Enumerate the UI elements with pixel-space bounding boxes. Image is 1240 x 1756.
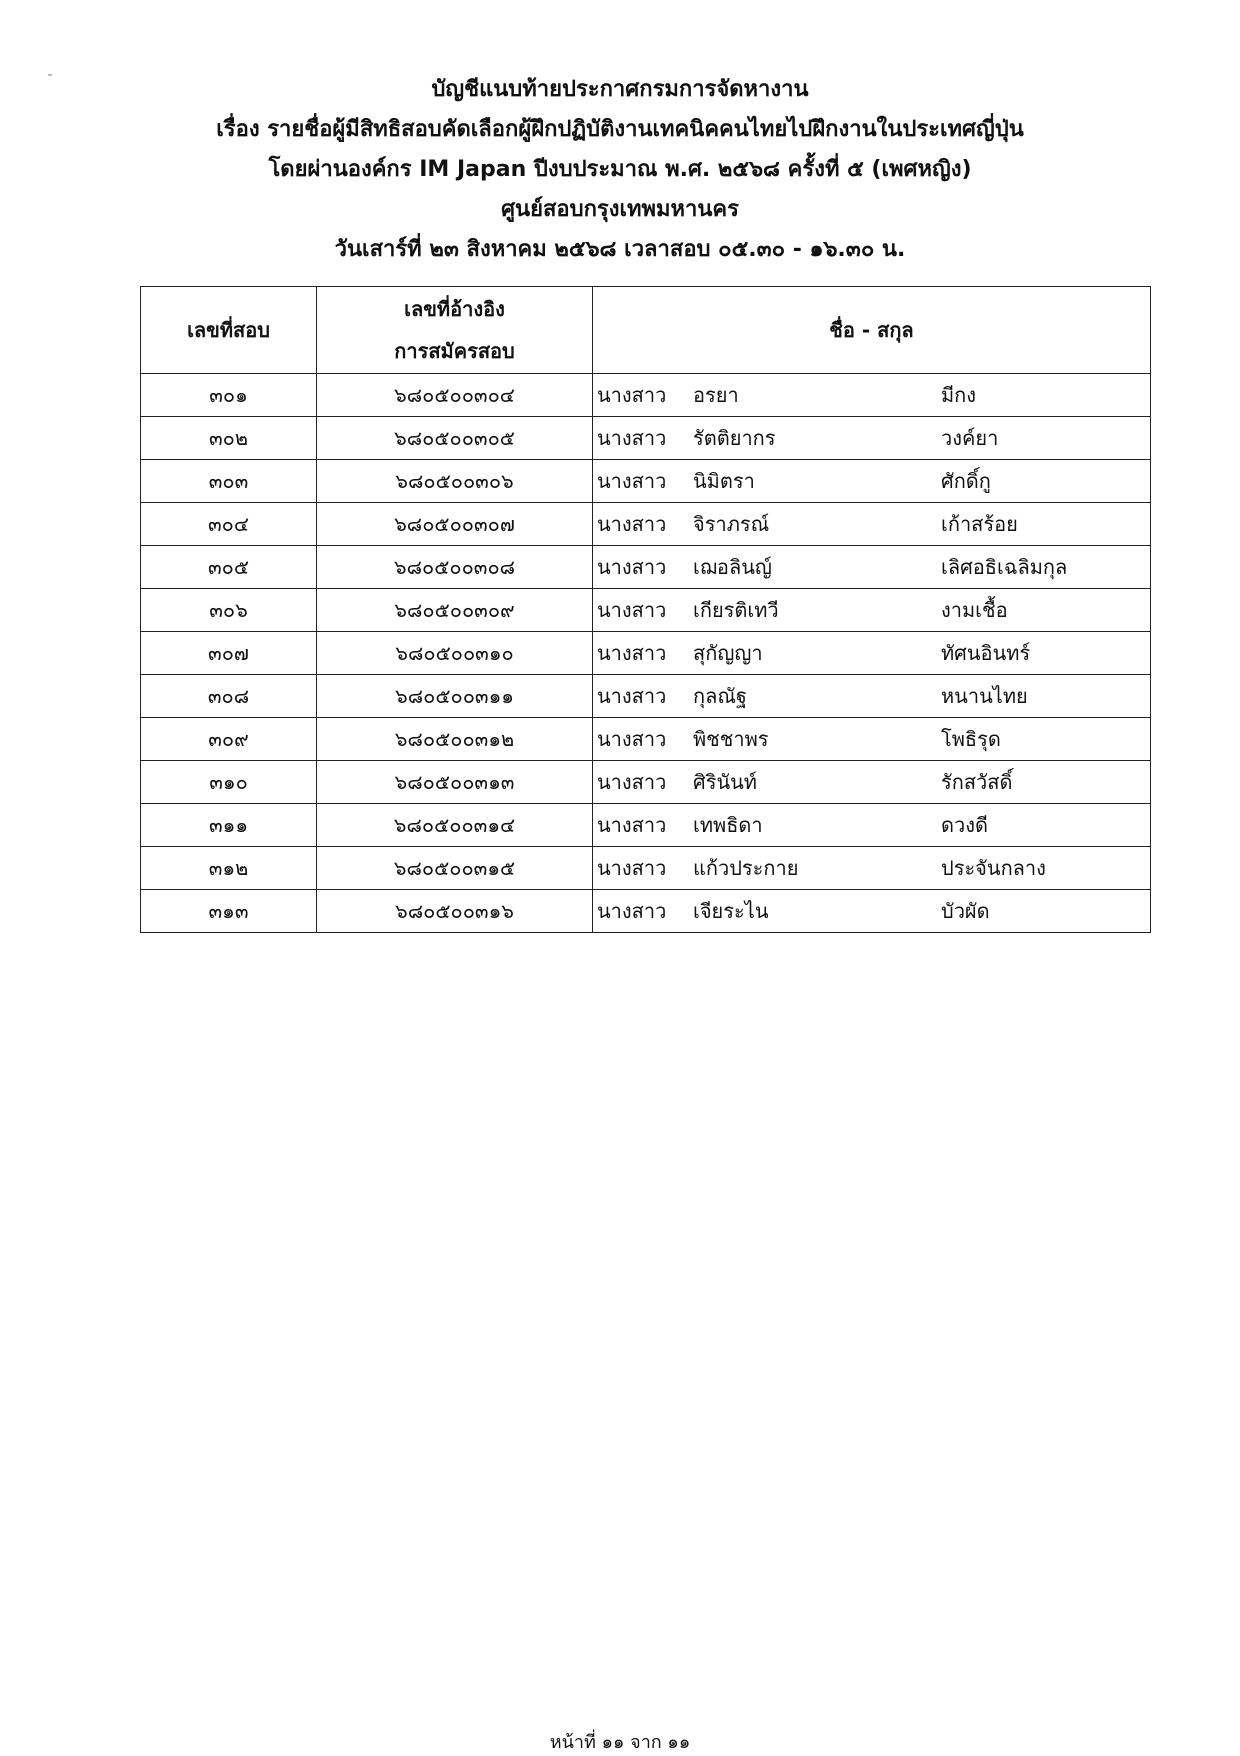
last-name: วงค์ยา (941, 426, 999, 450)
exam-number-cell: ๓๑๓ (141, 890, 317, 933)
name-wrapper (593, 761, 1150, 803)
name-title: นางสาว (597, 383, 667, 407)
table-body (141, 374, 1151, 933)
table-row (141, 718, 1151, 761)
name-title: นางสาว (597, 899, 667, 923)
name-title: นางสาว (597, 856, 667, 880)
name-wrapper (593, 374, 1150, 416)
last-name: เก้าสร้อย (941, 512, 1018, 536)
table-row (141, 804, 1151, 847)
candidate-table (140, 286, 1151, 933)
exam-number-cell: ๓๑๑ (141, 804, 317, 847)
header-full-name: ชื่อ - สกุล (593, 287, 1151, 374)
first-name: กุลณัฐ (693, 684, 747, 708)
header-reference-number (317, 287, 593, 374)
last-name: ประจันกลาง (941, 856, 1046, 880)
table-row (141, 847, 1151, 890)
name-wrapper (593, 847, 1150, 889)
header-exam-number: เลขที่สอบ (141, 287, 317, 374)
header-subject: เรื่อง รายชื่อผู้มีสิทธิสอบคัดเลือกผู้ฝึกปฏิบัติงานเทคนิคคนไทยไปฝึกงานในประเทศญี่ปุ่น (216, 117, 1024, 142)
exam-number-cell: ๓๐๘ (141, 675, 317, 718)
table-row (141, 890, 1151, 933)
header-title: บัญชีแนบท้ายประกาศกรมการจัดหางาน (431, 77, 809, 102)
name-title: นางสาว (597, 770, 667, 794)
full-name-cell (593, 847, 1151, 890)
table-row (141, 675, 1151, 718)
name-title: นางสาว (597, 469, 667, 493)
first-name: นิมิตรา (693, 469, 755, 493)
name-wrapper (593, 546, 1150, 588)
full-name-cell (593, 804, 1151, 847)
first-name: รัตติยากร (693, 426, 776, 450)
exam-number-cell: ๓๐๙ (141, 718, 317, 761)
last-name: โพธิรุด (941, 727, 1001, 751)
name-title: นางสาว (597, 512, 667, 536)
name-title: นางสาว (597, 555, 667, 579)
full-name-cell (593, 589, 1151, 632)
reference-number-cell: ๖๘๐๕๐๐๓๑๐ (317, 632, 593, 675)
exam-number-cell: ๓๑๐ (141, 761, 317, 804)
header-exam-date: วันเสาร์ที่ ๒๓ สิงหาคม ๒๕๖๘ เวลาสอบ ๐๕.๓๐ - ๑๖.๓๐ น. (334, 237, 906, 262)
name-wrapper (593, 503, 1150, 545)
last-name: งามเชื้อ (941, 598, 1008, 622)
name-wrapper (593, 804, 1150, 846)
header-reference-line1: เลขที่อ้างอิง (404, 297, 505, 321)
full-name-cell (593, 417, 1151, 460)
first-name: สุกัญญา (693, 641, 763, 665)
table-row (141, 503, 1151, 546)
reference-number-cell: ๖๘๐๕๐๐๓๐๖ (317, 460, 593, 503)
name-title: นางสาว (597, 426, 667, 450)
name-wrapper (593, 460, 1150, 502)
table-row (141, 761, 1151, 804)
reference-number-cell: ๖๘๐๕๐๐๓๐๔ (317, 374, 593, 417)
full-name-cell (593, 460, 1151, 503)
first-name: เฌอลินญ์ (693, 555, 772, 579)
reference-number-cell: ๖๘๐๕๐๐๓๑๔ (317, 804, 593, 847)
reference-number-cell: ๖๘๐๕๐๐๓๑๖ (317, 890, 593, 933)
full-name-cell (593, 761, 1151, 804)
header-reference-line2: การสมัครสอบ (394, 339, 515, 363)
exam-number-cell: ๓๐๒ (141, 417, 317, 460)
reference-number-cell: ๖๘๐๕๐๐๓๑๒ (317, 718, 593, 761)
reference-number-cell: ๖๘๐๕๐๐๓๐๕ (317, 417, 593, 460)
exam-number-cell: ๓๐๑ (141, 374, 317, 417)
document-header (0, 70, 1240, 270)
exam-number-cell: ๓๐๖ (141, 589, 317, 632)
name-wrapper (593, 589, 1150, 631)
last-name: หนานไทย (941, 684, 1028, 708)
last-name: รักสวัสดิ์ (941, 770, 1013, 794)
last-name: เลิศอธิเฉลิมกุล (941, 555, 1068, 579)
reference-number-cell: ๖๘๐๕๐๐๓๑๓ (317, 761, 593, 804)
exam-number-cell: ๓๐๕ (141, 546, 317, 589)
table-row (141, 546, 1151, 589)
full-name-cell (593, 890, 1151, 933)
last-name: ทัศนอินทร์ (941, 641, 1031, 665)
table-header-row (141, 287, 1151, 374)
full-name-cell (593, 374, 1151, 417)
last-name: บัวผัด (941, 899, 990, 923)
first-name: เกียรติเทวี (693, 598, 779, 622)
exam-number-cell: ๓๐๔ (141, 503, 317, 546)
full-name-cell (593, 718, 1151, 761)
exam-number-cell: ๓๑๒ (141, 847, 317, 890)
name-wrapper (593, 718, 1150, 760)
first-name: อรยา (693, 383, 739, 407)
header-exam-center: ศูนย์สอบกรุงเทพมหานคร (501, 197, 739, 222)
first-name: ศิรินันท์ (693, 770, 757, 794)
full-name-cell (593, 675, 1151, 718)
page-number: หน้าที่ ๑๑ จาก ๑๑ (549, 1732, 691, 1753)
reference-number-cell: ๖๘๐๕๐๐๓๐๙ (317, 589, 593, 632)
reference-number-cell: ๖๘๐๕๐๐๓๐๗ (317, 503, 593, 546)
first-name: จิราภรณ์ (693, 512, 770, 536)
header-organization: โดยผ่านองค์กร IM Japan ปีงบประมาณ พ.ศ. ๒๕๖๘ ครั้งที่ ๕ (เพศหญิง) (268, 157, 972, 182)
exam-number-cell: ๓๐๓ (141, 460, 317, 503)
first-name: เจียระไน (693, 899, 769, 923)
table-row (141, 460, 1151, 503)
reference-number-cell: ๖๘๐๕๐๐๓๑๑ (317, 675, 593, 718)
first-name: พิชชาพร (693, 727, 769, 751)
name-title: นางสาว (597, 813, 667, 837)
name-title: นางสาว (597, 727, 667, 751)
full-name-cell (593, 632, 1151, 675)
reference-number-cell: ๖๘๐๕๐๐๓๑๕ (317, 847, 593, 890)
exam-number-cell: ๓๐๗ (141, 632, 317, 675)
name-wrapper (593, 417, 1150, 459)
table-row (141, 417, 1151, 460)
name-wrapper (593, 632, 1150, 674)
first-name: แก้วประกาย (693, 856, 799, 880)
name-title: นางสาว (597, 641, 667, 665)
name-wrapper (593, 890, 1150, 932)
reference-number-cell: ๖๘๐๕๐๐๓๐๘ (317, 546, 593, 589)
full-name-cell (593, 546, 1151, 589)
full-name-cell (593, 503, 1151, 546)
table-row (141, 374, 1151, 417)
last-name: มีกง (941, 383, 977, 407)
table-row (141, 632, 1151, 675)
table-row (141, 589, 1151, 632)
name-title: นางสาว (597, 598, 667, 622)
last-name: ศักดิ์กู (941, 469, 991, 493)
name-wrapper (593, 675, 1150, 717)
last-name: ดวงดี (941, 813, 988, 837)
name-title: นางสาว (597, 684, 667, 708)
first-name: เทพธิดา (693, 813, 763, 837)
